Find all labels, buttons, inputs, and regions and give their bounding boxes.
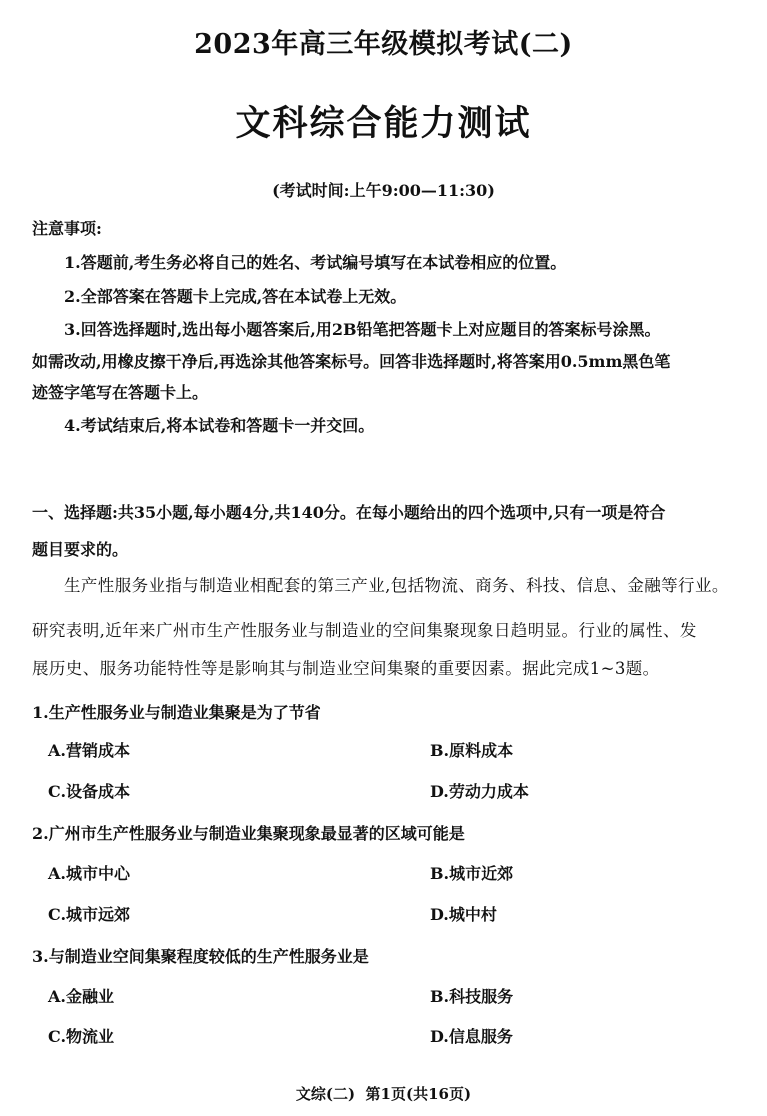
notice-heading: 注意事项: bbox=[32, 219, 102, 238]
notice-item-3-line-2: 如需改动,用橡皮擦干净后,再选涂其他答案标号。回答非选择题时,将答案用0.5mm黑色笔 bbox=[32, 352, 671, 371]
notice-item-1: 1.答题前,考生务必将自己的姓名、考试编号填写在本试卷相应的位置。 bbox=[64, 253, 567, 272]
question-2-option-d: D.城中村 bbox=[430, 905, 497, 924]
page-footer: 文综(二) 第1页(共16页) bbox=[295, 1085, 472, 1103]
exam-time: (考试时间:上午9:00—11:30) bbox=[272, 181, 495, 200]
question-3-stem: 3.与制造业空间集聚程度较低的生产性服务业是 bbox=[32, 947, 369, 966]
question-1-option-c: C.设备成本 bbox=[48, 782, 131, 801]
section-heading-line-1: 一、选择题:共35小题,每小题4分,共140分。在每小题给出的四个选项中,只有一项是符合 bbox=[32, 503, 666, 522]
question-1-option-b: B.原料成本 bbox=[430, 741, 514, 760]
section-heading-line-2: 题目要求的。 bbox=[32, 540, 129, 559]
question-2-option-b: B.城市近郊 bbox=[430, 864, 514, 883]
question-2-option-a: A.城市中心 bbox=[48, 864, 130, 883]
question-1-option-d: D.劳动力成本 bbox=[430, 782, 529, 801]
notice-item-3-line-3: 迹签字笔写在答题卡上。 bbox=[32, 383, 209, 402]
notice-item-2: 2.全部答案在答题卡上完成,答在本试卷上无效。 bbox=[64, 287, 407, 306]
question-3-option-d: D.信息服务 bbox=[430, 1027, 513, 1046]
question-1-option-a: A.营销成本 bbox=[48, 741, 130, 760]
exam-title: 2023年高三年级模拟考试(二) bbox=[194, 29, 573, 60]
notice-item-4: 4.考试结束后,将本试卷和答题卡一并交回。 bbox=[64, 416, 375, 435]
question-3-option-c: C.物流业 bbox=[48, 1027, 115, 1046]
question-2-stem: 2.广州市生产性服务业与制造业集聚现象最显著的区域可能是 bbox=[32, 824, 465, 843]
passage-line-1: 生产性服务业指与制造业相配套的第三产业,包括物流、商务、科技、信息、金融等行业。 bbox=[64, 576, 729, 595]
question-3-option-a: A.金融业 bbox=[48, 987, 114, 1006]
passage-line-3: 展历史、服务功能特性等是影响其与制造业空间集聚的重要因素。据此完成1~3题。 bbox=[32, 659, 660, 678]
notice-item-3-line-1: 3.回答选择题时,选出每小题答案后,用2B铅笔把答题卡上对应题目的答案标号涂黑。 bbox=[64, 320, 661, 339]
subject-title: 文科综合能力测试 bbox=[235, 103, 532, 144]
question-2-option-c: C.城市远郊 bbox=[48, 905, 131, 924]
passage-line-2: 研究表明,近年来广州市生产性服务业与制造业的空间集聚现象日趋明显。行业的属性、发 bbox=[32, 621, 697, 640]
question-3-option-b: B.科技服务 bbox=[430, 987, 514, 1006]
question-1-stem: 1.生产性服务业与制造业集聚是为了节省 bbox=[32, 703, 321, 722]
